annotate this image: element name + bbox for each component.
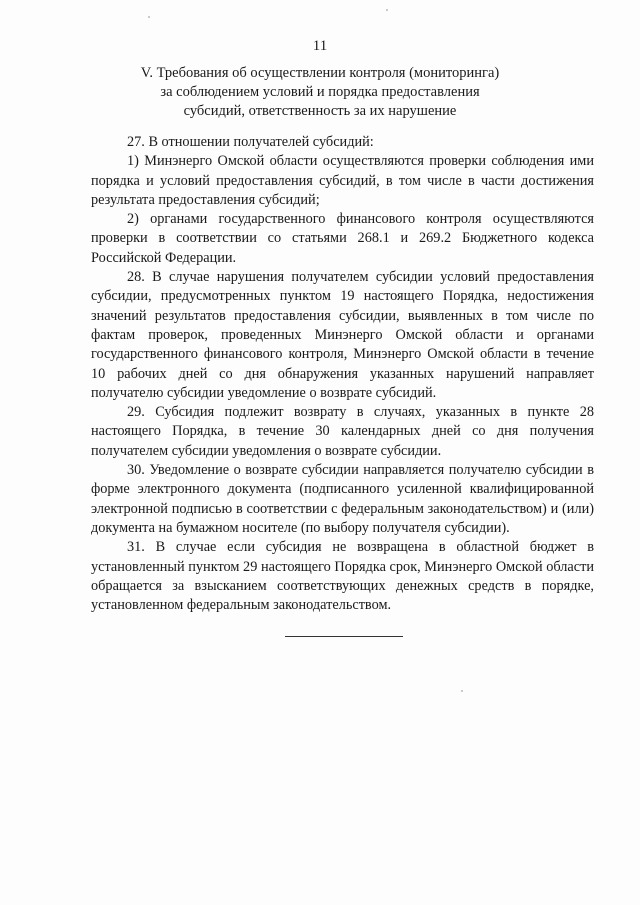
paragraph-31: 31. В случае если субсидия не возвращена в областной бюджет в установленный пунктом 29 настоящего Порядка срок, Минэнерго Омской области обращается за взысканием соответствующих денежных средств в порядке, установленном федеральным законодательством. [91,539,594,614]
paragraph-27: 27. В отношении получателей субсидий: [127,134,374,150]
scan-speck [461,690,463,692]
page-number: 11 [312,38,328,54]
paragraph-27-item-1: 1) Минэнерго Омской области осуществляются проверки соблюдения ими порядка и условий предоставления субсидий, в том числе в части достижения результата предоставления субсидий; [91,153,594,208]
paragraph-28: 28. В случае нарушения получателем субсидии условий предоставления субсидии, предусмотренных пунктом 19 настоящего Порядка, недостижения значений результатов предоставления субсидии, выявленных в том числе по фактам проверок, проведенных Минэнерго Омской области и органами государственного финансового контроля, Минэнерго Омской области в течение 10 рабочих дней со дня обнаружения указанных нарушений направляет получателю субсидии уведомление о возврате субсидий. [91,269,594,401]
document-body [91,133,594,615]
scan-speck [386,9,388,11]
scan-speck [148,16,150,18]
paragraph-29: 29. Субсидия подлежит возврату в случаях, указанных в пункте 28 настоящего Порядка, в течение 30 календарных дней со дня получения получателем субсидии уведомления о возврате субсидии. [91,404,594,459]
section-heading [120,64,520,121]
heading-line: субсидий, ответственность за их нарушение [183,103,457,119]
heading-line: V. Требования об осуществлении контроля (мониторинга) [140,65,500,81]
heading-line: за соблюдением условий и порядка предоставления [160,84,480,100]
paragraph-30: 30. Уведомление о возврате субсидии направляется получателю субсидии в форме электронного документа (подписанного усиленной квалифицированной электронной подписью в соответствии с федеральным законодательством) и (или) документа на бумажном носителе (по выбору получателя субсидии). [91,462,594,536]
paragraph-27-item-2: 2) органами государственного финансового контроля осуществляются проверки в соответствии со статьями 268.1 и 269.2 Бюджетного кодекса Российской Федерации. [91,211,594,266]
end-separator-line [285,636,403,637]
